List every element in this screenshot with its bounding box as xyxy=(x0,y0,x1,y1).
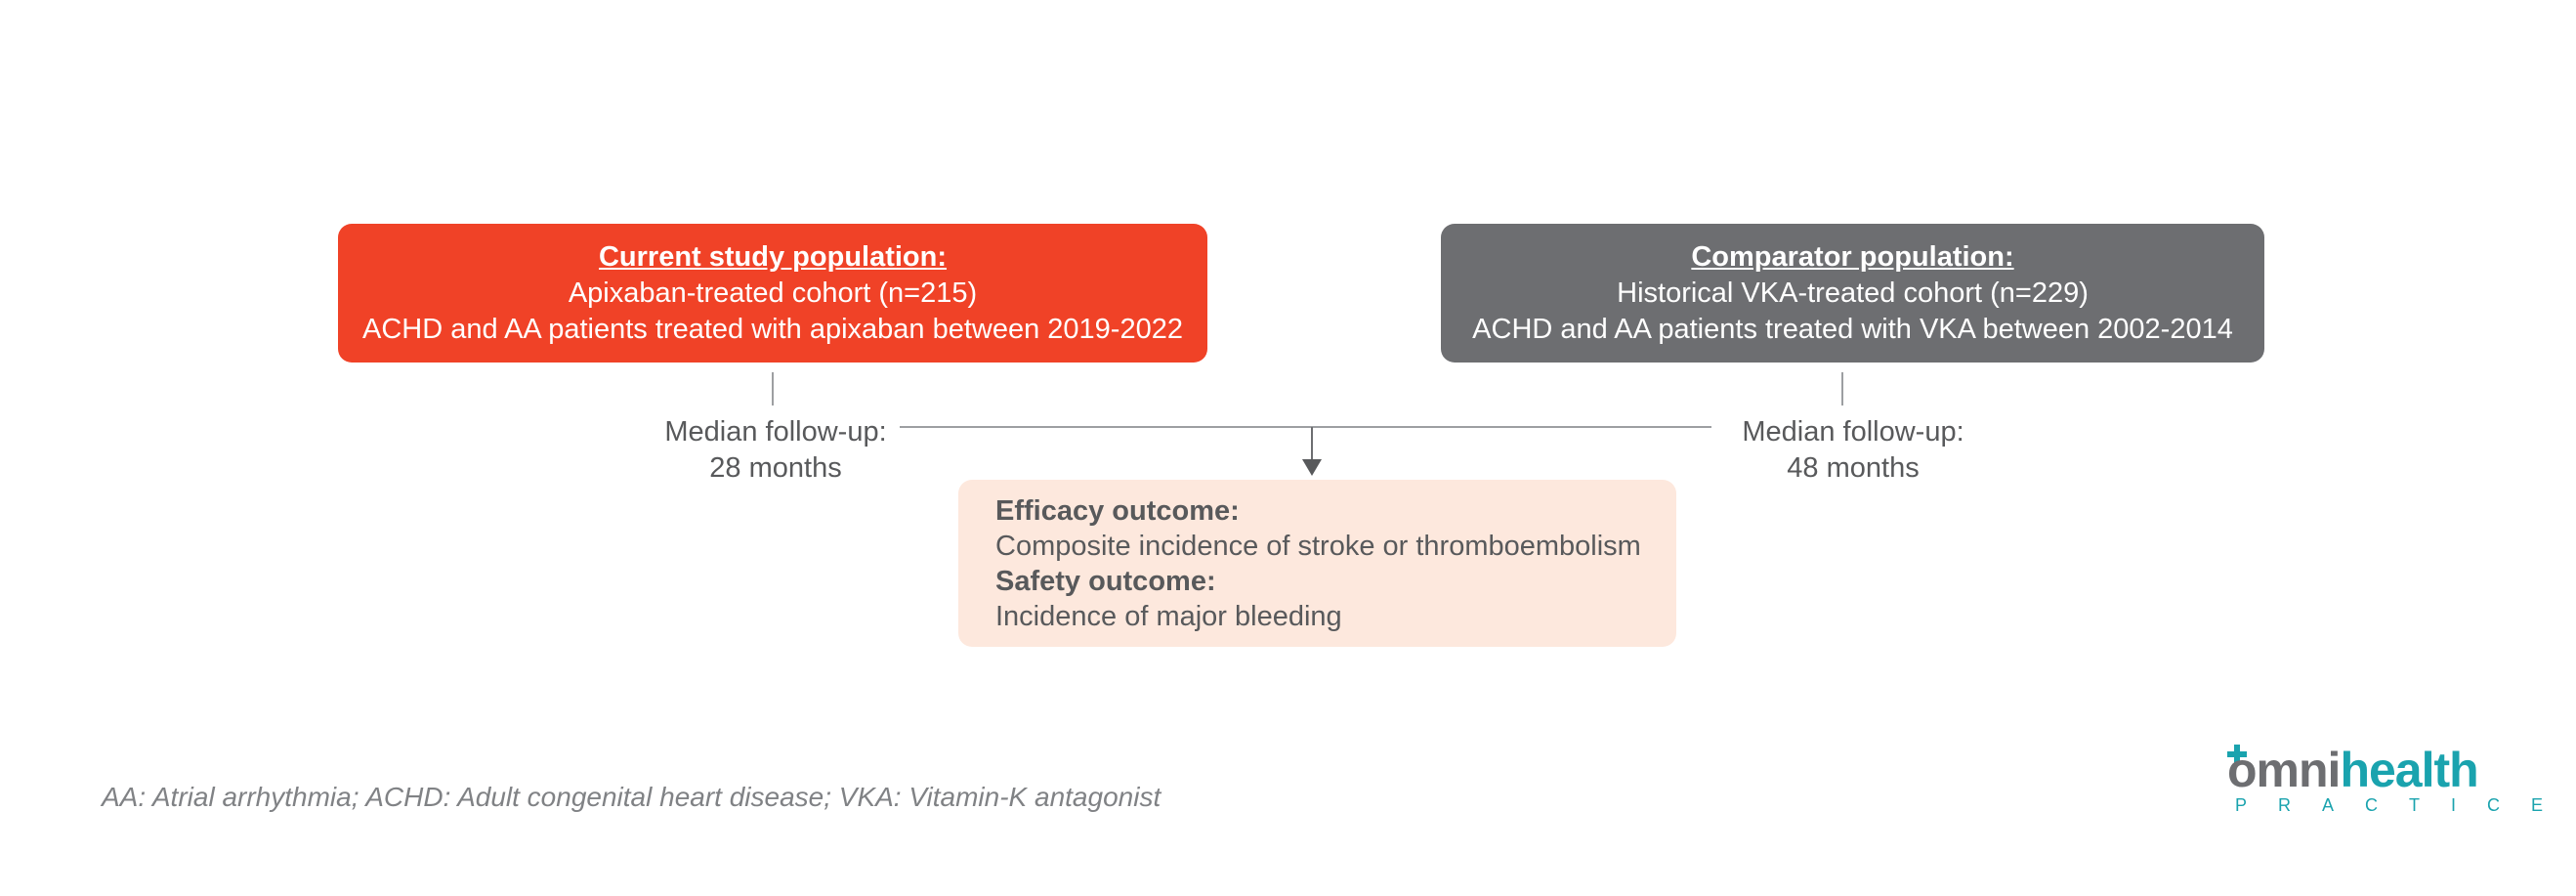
comparator-description: ACHD and AA patients treated with VKA between 2002-2014 xyxy=(1472,313,2233,345)
followup-current xyxy=(629,414,922,487)
current-study-title: Current study population: xyxy=(598,240,948,273)
followup-current-value: 28 months xyxy=(709,452,842,484)
logo-word-omni: omni xyxy=(2227,743,2341,797)
efficacy-outcome-heading: Efficacy outcome: xyxy=(995,494,1240,527)
current-study-box xyxy=(338,224,1207,363)
logo-wordmark xyxy=(2227,743,2478,797)
omnihealth-logo xyxy=(2227,743,2575,821)
current-study-description: ACHD and AA patients treated with apixaban between 2019-2022 xyxy=(362,313,1183,345)
followup-comparator xyxy=(1707,414,2000,487)
followup-comparator-value: 48 months xyxy=(1787,452,1920,484)
outcomes-box xyxy=(958,480,1676,647)
safety-outcome-text: Incidence of major bleeding xyxy=(995,600,1342,632)
safety-outcome-heading: Safety outcome: xyxy=(995,565,1216,597)
footnote: AA: Atrial arrhythmia; ACHD: Adult congenital heart disease; VKA: Vitamin-K antagonist xyxy=(102,782,1161,812)
comparator-box xyxy=(1441,224,2264,363)
comparator-title: Comparator population: xyxy=(1691,240,2014,273)
arrow-head-icon xyxy=(1302,459,1322,476)
followup-comparator-label: Median follow-up: xyxy=(1742,416,1964,448)
efficacy-outcome-text: Composite incidence of stroke or thromboembolism xyxy=(995,530,1641,562)
comparator-cohort: Historical VKA-treated cohort (n=229) xyxy=(1617,277,2089,309)
logo-subtitle: PRACTICE xyxy=(2235,795,2575,815)
current-study-cohort: Apixaban-treated cohort (n=215) xyxy=(568,277,978,309)
followup-current-label: Median follow-up: xyxy=(664,416,887,448)
logo-word-health: health xyxy=(2340,743,2478,797)
